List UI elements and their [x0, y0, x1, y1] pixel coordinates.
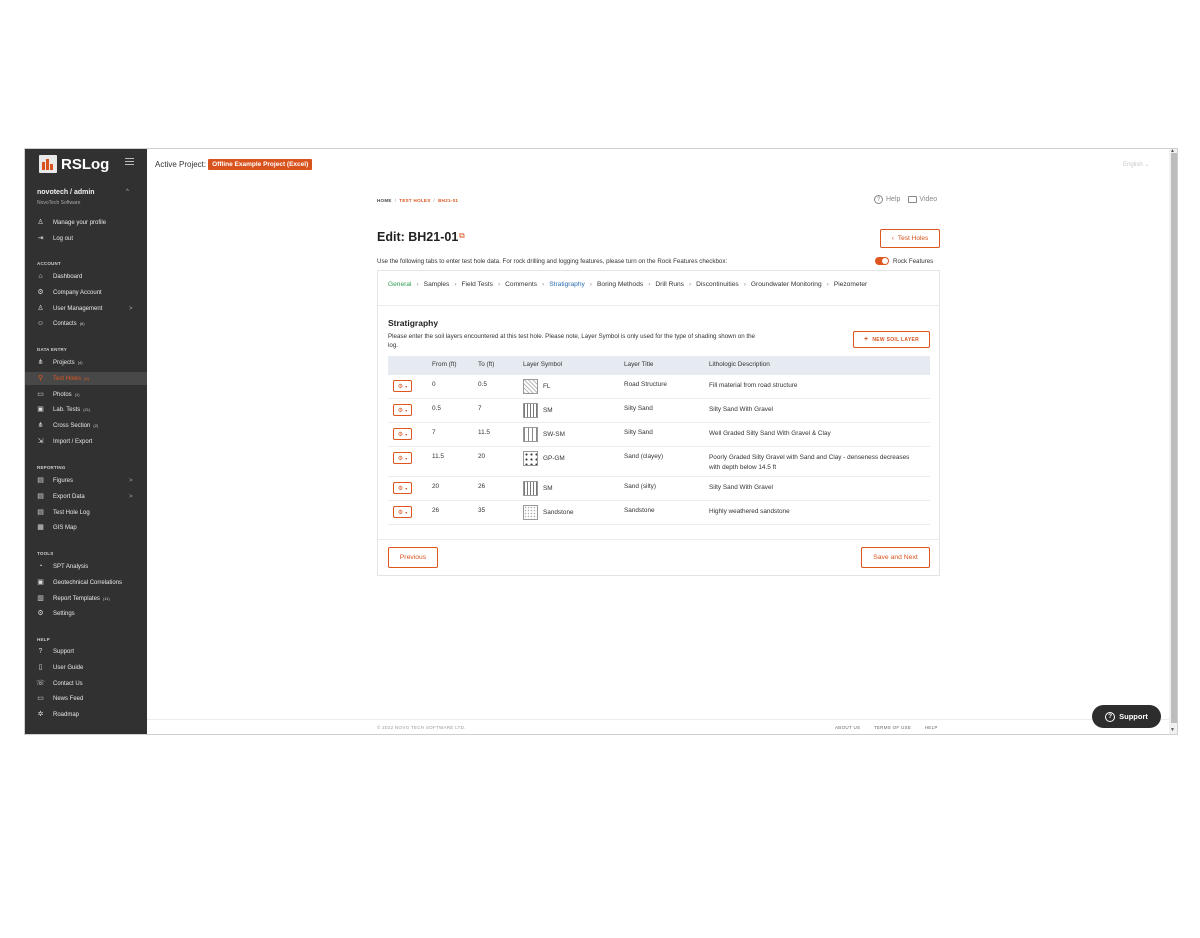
sidebar-item-settings[interactable] — [25, 607, 147, 620]
chevron-right-icon: › — [648, 281, 651, 288]
projects-icon: ⋔ — [37, 359, 44, 366]
sidebar-item-label: Lab. Tests — [53, 406, 81, 413]
sidebar-item-roadmap[interactable] — [25, 708, 147, 721]
table-row — [388, 447, 930, 477]
chevron-right-icon: › — [589, 281, 592, 288]
cell-layer-symbol — [523, 403, 553, 418]
footer-help[interactable]: HELP — [924, 725, 938, 730]
chevron-right-icon: › — [688, 281, 692, 288]
layer-pattern-swatch — [523, 427, 538, 442]
sidebar-item-label: Figures — [53, 477, 74, 484]
help-link[interactable]: Help — [886, 196, 901, 203]
sidebar-item-user-guide[interactable] — [25, 661, 147, 674]
sidebar-item-log-out[interactable] — [25, 232, 147, 245]
layer-pattern-swatch — [523, 403, 538, 418]
gear-icon: ⚙ — [397, 407, 404, 414]
section-description: Please enter the soil layers encountered at this test hole. Please note, Layer Symbol is only used for the type of shading shown on the log. — [388, 333, 756, 349]
table-header — [388, 356, 930, 375]
gear-icon: ⚙ — [37, 289, 44, 296]
sidebar-item-label: Photos — [53, 391, 72, 398]
sidebar-item-export-data[interactable] — [25, 490, 147, 503]
cell-from: 26 — [432, 507, 440, 514]
chevron-down-icon: ▾ — [405, 407, 408, 413]
sidebar-item-test-holes[interactable] — [25, 372, 147, 385]
figures-icon: ▤ — [37, 477, 44, 484]
gear-icon: ⚙ — [37, 610, 44, 617]
tab-piezometer[interactable]: Piezometer — [833, 281, 868, 288]
cell-layer-symbol — [523, 481, 553, 496]
user-name[interactable]: novotech / admin — [37, 189, 95, 196]
chevron-up-icon[interactable]: ^ — [126, 189, 129, 195]
count-badge: (1) — [74, 392, 80, 397]
count-badge: (8) — [79, 321, 85, 326]
breadcrumb-home[interactable]: HOME — [377, 198, 392, 203]
video-camera-icon[interactable] — [908, 196, 917, 203]
log-icon: ▤ — [37, 509, 44, 516]
cell-layer-symbol — [523, 427, 565, 442]
sidebar-item-label: Dashboard — [53, 273, 83, 280]
gear-icon: ⚙ — [397, 485, 404, 492]
help-icon: ? — [38, 648, 43, 655]
app-window — [24, 148, 1178, 735]
chevron-right-icon: › — [416, 281, 419, 288]
gear-icon: ⚙ — [397, 455, 404, 462]
doc-icon: ▯ — [38, 664, 43, 671]
cell-from: 20 — [432, 483, 440, 490]
tab-comments[interactable]: Comments — [505, 281, 538, 288]
col-lithologic-description: Lithologic Description — [709, 361, 770, 368]
sidebar-item-dashboard[interactable] — [25, 270, 147, 283]
scroll-up-icon[interactable]: ▲ — [1170, 148, 1175, 154]
language-selector[interactable] — [1123, 161, 1149, 168]
help-circle-icon: ? — [1105, 712, 1115, 722]
layer-pattern-swatch — [523, 379, 538, 394]
sidebar-item-photos[interactable] — [25, 388, 147, 401]
sidebar-item-label: Manage your profile — [53, 219, 107, 226]
photo-icon: ▭ — [37, 391, 44, 398]
tab-stratigraphy[interactable]: Stratigraphy — [549, 281, 585, 288]
phone-icon: ☏ — [36, 680, 45, 687]
chevron-left-icon: ‹ — [891, 235, 894, 242]
sidebar-item-geotechnical-correlations[interactable] — [25, 576, 147, 589]
row-actions-button[interactable] — [393, 506, 412, 518]
sidebar-item-projects[interactable] — [25, 356, 147, 369]
help-video-links — [874, 195, 937, 204]
row-actions-button[interactable] — [393, 404, 412, 416]
col-layer-symbol: Layer Symbol — [523, 361, 563, 368]
row-actions-button[interactable] — [393, 380, 412, 392]
layer-pattern-swatch — [523, 481, 538, 496]
cell-layer-title: Road Structure — [624, 381, 667, 388]
cell-layer-title: Sand (clayey) — [624, 453, 664, 460]
sidebar-section-header: TOOLS — [37, 551, 54, 556]
cell-to: 7 — [478, 405, 482, 412]
sidebar-item-label: Test Holes — [53, 375, 82, 382]
chevron-right-icon: › — [497, 281, 501, 288]
col-to: To (ft) — [478, 361, 495, 368]
layer-symbol-label: SM — [543, 485, 553, 492]
sidebar — [25, 149, 147, 734]
sidebar-item-label: Contact Us — [53, 680, 83, 687]
page-title: Edit: BH21-01 — [377, 230, 459, 244]
table-row — [388, 399, 930, 423]
cell-lithologic-description: Fill material from road structure — [709, 382, 798, 389]
intro-text: Use the following tabs to enter test hole data. For rock drilling and logging features, please turn on the Rock Features checkbox: — [377, 258, 728, 265]
new-soil-layer-label: NEW SOIL LAYER — [872, 336, 920, 343]
cell-to: 11.5 — [478, 429, 490, 436]
count-badge: (2) — [93, 423, 99, 428]
sidebar-item-manage-your-profile[interactable] — [25, 216, 147, 229]
back-button-label: Test Holes — [897, 235, 929, 242]
sidebar-section-header: ACCOUNT — [37, 261, 61, 266]
sidebar-item-cross-section[interactable] — [25, 419, 147, 432]
layer-symbol-label: Sandstone — [543, 509, 574, 516]
cell-lithologic-description: Silty Sand With Gravel — [709, 484, 773, 491]
sidebar-item-label: Test Hole Log — [53, 509, 90, 516]
breadcrumb-test-holes[interactable]: TEST HOLES — [399, 198, 431, 203]
row-actions-button[interactable] — [393, 482, 412, 494]
chevron-right-icon: › — [542, 281, 545, 288]
cell-to: 35 — [478, 507, 486, 514]
table-row — [388, 477, 930, 501]
copyright: © 2022 NOVO TECH SOFTWARE LTD. — [377, 725, 466, 730]
map-icon: ▦ — [37, 524, 44, 531]
hamburger-menu-icon[interactable] — [125, 158, 134, 165]
import-icon: ⇲ — [37, 438, 44, 445]
sidebar-item-label: Export Data — [53, 493, 85, 500]
sidebar-item-spt-analysis[interactable] — [25, 560, 147, 573]
sidebar-section-header: HELP — [37, 637, 50, 642]
col-from: From (ft) — [432, 361, 457, 368]
chevron-down-icon: ▾ — [405, 509, 408, 515]
sidebar-item-label: Company Account — [53, 289, 102, 296]
cell-layer-symbol — [523, 505, 574, 520]
row-actions-button[interactable] — [393, 428, 412, 440]
gear-icon: ⚙ — [397, 431, 404, 438]
sidebar-item-label: Contacts — [53, 320, 77, 327]
cell-from: 0.5 — [432, 405, 441, 412]
sidebar-item-label: Support — [53, 648, 75, 655]
cell-lithologic-description: Well Graded Silty Sand With Gravel & Clay — [709, 430, 831, 437]
row-actions-button[interactable] — [393, 452, 412, 464]
user-icon: ♙ — [37, 219, 44, 226]
cell-layer-symbol — [523, 451, 565, 466]
section-title: Stratigraphy — [388, 318, 439, 328]
save-and-next-button[interactable]: Save and Next — [861, 547, 930, 568]
cell-layer-title: Silty Sand — [624, 429, 653, 436]
cell-layer-title: Sand (silty) — [624, 483, 656, 490]
sidebar-item-label: User Guide — [53, 664, 84, 671]
plus-icon: + — [863, 336, 869, 343]
tab-groundwater-monitoring[interactable]: Groundwater Monitoring — [750, 281, 822, 288]
contacts-icon: ☺ — [36, 320, 45, 327]
user-org: NovoTech Software — [37, 200, 81, 206]
active-project-badge[interactable]: Offline Example Project (Excel) — [208, 159, 312, 170]
chevron-down-icon: ⌄ — [1144, 162, 1150, 168]
sidebar-item-label: SPT Analysis — [53, 563, 89, 570]
tab-bar — [388, 279, 928, 290]
cell-lithologic-description: Poorly Graded Silty Gravel with Sand and Clay - denseness decreases with depth below 14.5 ft — [709, 454, 910, 471]
pie-icon: ◔ — [38, 563, 43, 570]
sidebar-item-gis-map[interactable] — [25, 521, 147, 534]
sidebar-item-contact-us[interactable] — [25, 677, 147, 690]
cell-layer-title: Silty Sand — [624, 405, 653, 412]
scrollbar-thumb[interactable] — [1171, 153, 1177, 723]
cell-layer-title: Sandstone — [624, 507, 655, 514]
layer-symbol-label: FL — [543, 383, 551, 390]
sidebar-item-label: Projects — [53, 359, 75, 366]
chevron-right-icon: › — [743, 281, 746, 288]
sidebar-item-label: Cross Section — [53, 422, 91, 429]
tab-discontinuities[interactable]: Discontinuities — [696, 281, 739, 288]
layer-symbol-label: GP-GM — [543, 455, 565, 462]
tab-samples[interactable]: Samples — [423, 281, 450, 288]
export-icon: ▤ — [37, 493, 44, 500]
new-soil-layer-button[interactable] — [853, 331, 930, 348]
sidebar-item-label: News Feed — [53, 695, 84, 702]
sidebar-section-header: DATA ENTRY — [37, 347, 67, 352]
cell-to: 0.5 — [478, 381, 487, 388]
sidebar-item-label: Import / Export — [53, 438, 93, 445]
layer-symbol-label: SW-SM — [543, 431, 565, 438]
cell-from: 7 — [432, 429, 436, 436]
tab-drill-runs[interactable]: Drill Runs — [655, 281, 684, 288]
cell-lithologic-description: Highly weathered sandstone — [709, 508, 790, 515]
table-row — [388, 501, 930, 525]
stratigraphy-card — [377, 270, 940, 576]
sidebar-item-support[interactable] — [25, 645, 147, 658]
template-icon: ▥ — [37, 595, 44, 602]
cell-to: 26 — [478, 483, 486, 490]
chevron-down-icon: ▾ — [405, 431, 408, 437]
sidebar-item-label: Settings — [53, 610, 75, 617]
sidebar-item-label: Geotechnical Correlations — [53, 579, 123, 586]
roadmap-icon: ✲ — [37, 711, 44, 718]
chevron-right-icon: › — [826, 281, 829, 288]
table-row — [388, 423, 930, 447]
sidebar-item-label: GIS Map — [53, 524, 77, 531]
feed-icon: ▭ — [37, 695, 44, 702]
rslog-logo-icon — [39, 155, 57, 173]
support-button[interactable] — [1092, 705, 1161, 728]
home-icon: ⌂ — [38, 273, 43, 280]
chevron-right-icon: > — [129, 477, 133, 484]
cell-lithologic-description: Silty Sand With Gravel — [709, 406, 773, 413]
sidebar-item-user-management[interactable] — [25, 302, 147, 315]
chevron-down-icon: ▾ — [405, 455, 408, 461]
lab-icon: ▣ — [37, 406, 44, 413]
tab-general[interactable]: General — [388, 281, 412, 288]
tab-boring-methods[interactable]: Boring Methods — [597, 281, 644, 288]
logout-icon: ⇥ — [37, 235, 44, 242]
sidebar-item-news-feed[interactable] — [25, 692, 147, 705]
breadcrumb-current: BH21-01 — [438, 198, 459, 203]
brand-name: RSLog — [61, 155, 110, 173]
layer-pattern-swatch — [523, 451, 538, 466]
gear-icon: ⚙ — [397, 383, 404, 390]
cell-from: 11.5 — [432, 453, 444, 460]
sidebar-item-label: User Management — [53, 305, 103, 312]
chevron-right-icon: › — [454, 281, 457, 288]
cell-from: 0 — [432, 381, 436, 388]
active-project-label: Active Project: — [155, 160, 207, 169]
sidebar-item-lab-tests[interactable] — [25, 403, 147, 416]
support-label: Support — [1119, 712, 1148, 721]
sidebar-item-label: Roadmap — [53, 711, 80, 718]
active-project — [155, 159, 312, 170]
toggle-switch[interactable] — [875, 257, 889, 265]
scroll-down-icon[interactable]: ▼ — [1170, 727, 1175, 733]
calc-icon: ▣ — [37, 579, 44, 586]
brand[interactable] — [39, 153, 109, 175]
rock-features-label: Rock Features — [893, 257, 934, 265]
cell-layer-symbol — [523, 379, 550, 394]
table-row — [388, 375, 930, 399]
copy-link-icon[interactable]: ⧉ — [459, 231, 465, 240]
section-icon: ⋔ — [37, 422, 44, 429]
count-badge: (21) — [83, 407, 91, 412]
count-badge: (4) — [77, 360, 83, 365]
previous-button[interactable]: Previous — [388, 547, 438, 568]
count-badge: (6) — [84, 376, 89, 381]
chevron-down-icon: ▾ — [405, 485, 408, 491]
sidebar-item-test-hole-log[interactable] — [25, 506, 147, 519]
sidebar-item-import-export[interactable] — [25, 435, 147, 448]
sidebar-section-header: REPORTING — [37, 465, 66, 470]
count-badge: (11) — [102, 596, 110, 601]
col-layer-title: Layer Title — [624, 361, 654, 368]
video-link[interactable]: Video — [919, 196, 938, 203]
sidebar-item-report-templates[interactable] — [25, 592, 147, 605]
back-to-test-holes-button[interactable] — [880, 229, 940, 248]
sidebar-item-contacts[interactable] — [25, 317, 147, 330]
sidebar-item-label: Log out — [53, 235, 74, 242]
chevron-right-icon: > — [129, 305, 133, 312]
sidebar-item-company-account[interactable] — [25, 286, 147, 299]
cell-to: 20 — [478, 453, 486, 460]
chevron-right-icon: > — [129, 493, 133, 500]
sidebar-item-figures[interactable] — [25, 474, 147, 487]
pin-icon: ⚲ — [37, 375, 44, 382]
sidebar-item-label: Report Templates — [53, 595, 100, 602]
tab-field-tests[interactable]: Field Tests — [461, 281, 493, 288]
layer-symbol-label: SM — [543, 407, 553, 414]
breadcrumb: HOME / TEST HOLES / BH21-01 — [377, 198, 459, 203]
footer-terms[interactable]: TERMS OF USE — [873, 725, 912, 730]
gear-icon: ⚙ — [397, 509, 404, 516]
rock-features-toggle[interactable] — [875, 257, 933, 265]
layer-pattern-swatch — [523, 505, 538, 520]
footer-links — [835, 725, 950, 730]
footer-about-us[interactable]: ABOUT US — [835, 725, 861, 730]
user-icon: ♙ — [37, 305, 44, 312]
chevron-down-icon: ▾ — [405, 383, 408, 389]
help-circle-icon[interactable]: ? — [874, 195, 883, 204]
language-label: English — [1123, 162, 1143, 168]
